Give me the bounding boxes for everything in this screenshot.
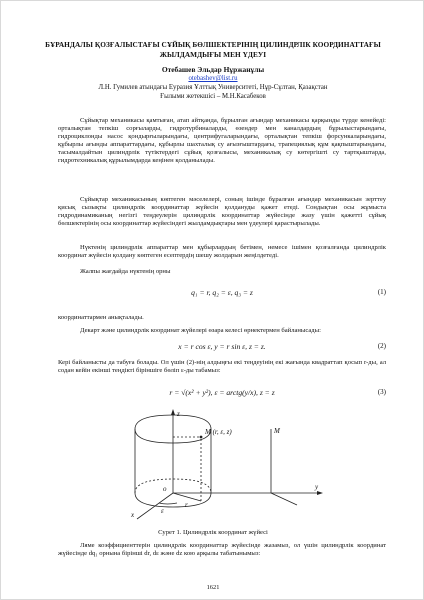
affiliation: Л.Н. Гумилев атындағы Еуразия Ұлттық Университеті, Нұр-Сұлтан, Қазақстан bbox=[98, 84, 328, 91]
equation-2-expr: x = r cos ε, y = r sin ε, z = z. bbox=[178, 342, 266, 351]
y-arrow-icon bbox=[317, 491, 323, 495]
paragraph-relation: Декарт және цилиндрлік координат жүйелері өзара келесі өрнектермен байланысады: bbox=[80, 327, 321, 334]
label-z: z bbox=[177, 410, 180, 418]
label-o: o bbox=[163, 485, 167, 493]
cylinder-bottom-front bbox=[135, 493, 211, 507]
z-arrow-icon bbox=[171, 409, 175, 415]
right-axis-diagonal bbox=[271, 493, 297, 505]
paragraph-method: Сұйықтар механикасының көптеген мәселелері, соның ішінде бұралған ағындар механикасын зерттеу қисық сызықты цилиндрлік координаттар жүйесін қолдануды қажет етеді. Сондықтан осы жұмыста гидродинамиканың негізгі теңдеулерін цилиндрлік координаттар жүйесінде жазу үшін қажетті сұйық бөлшектерінің осы координаттар жүйесіндегі жылдамдықтары мен үдеулері қарастырылады. bbox=[58, 196, 386, 228]
figure-caption: Сурет 1. Цилиндрлік координат жүйесі bbox=[158, 529, 268, 536]
equation-1-number: (1) bbox=[377, 288, 386, 296]
label-r: r bbox=[185, 501, 188, 509]
equation-1 bbox=[58, 288, 386, 300]
point-m-icon bbox=[200, 436, 203, 439]
paper-title: БҰРАНДАЛЫ ҚОЗҒАЛЫСТАҒЫ СҰЙЫҚ БӨЛШЕКТЕРІНІҢ ЦИЛИНДРЛІК КООРДИНАТТАҒЫ ЖЫЛДАМДЫҒЫ МЕН ҮДЕУІ bbox=[45, 40, 381, 59]
label-x: x bbox=[131, 511, 135, 519]
paragraph-cylinder: Нүктенің цилиндрлік аппараттар мен құбырлардың бетімен, немесе ішімен қозғалғанда цилиндрлік координат жүйесін қолдану көптеген есептердің шешу жолдарын жеңілдетеді. bbox=[58, 244, 386, 260]
equation-3-expr: r = √(x² + y²), ε = arctg(y/x), z = z bbox=[169, 388, 275, 397]
page-number: 1621 bbox=[206, 584, 220, 591]
equation-3-number: (3) bbox=[377, 388, 386, 396]
label-y: y bbox=[315, 483, 319, 491]
equation-1-expr: q₁ = r, q₂ = ε, q₃ = z bbox=[191, 288, 253, 297]
label-epsilon: ε bbox=[161, 507, 164, 515]
x-axis bbox=[137, 493, 173, 519]
author-email-link[interactable]: otebashev@list.ru bbox=[188, 75, 238, 82]
equation-2-number: (2) bbox=[377, 342, 386, 350]
label-m-axis: M bbox=[274, 427, 280, 435]
author-name: Отебашев Эльдар Нұржанұлы bbox=[161, 65, 265, 74]
paragraph-lame: Ляме коэффициенттерін цилиндрлік координаттар жүйесінде жазамыз, ол үшін цилиндрлік координат жүйесінде dq₁ орнына бірінші dr, dε және dz кою арқылы табатынымыз: bbox=[58, 542, 386, 558]
paragraph-intro: Сұйықтар механикасы қамтыған, атап айтқанда, бұрылған ағындар механикасы қарқынды түрде кенейеді: орталықтан тепкіш сорғыларды, гидротурбиналарды, өзендер мен каналдардың бұрылыстарындағы, гидроциклонды насос қондырғыларындағы, центрифугаларындағы, орталықтан тепкіш форсункаларындағы, құбырлы ағынды аппараттардағы, құбырлы шахталық су ағызғыштардағы, трапециялық құм қақпыштарындағы, тасымалдайтын цилиндрлік түтіктердегі сұйық қозғалысы, механикалық су көтергішті су тартқыштарда, гидротехникалық құрылымдарда кеңінен қолданылады. bbox=[58, 117, 386, 165]
equation-3 bbox=[58, 388, 386, 400]
angle-arc bbox=[159, 503, 177, 504]
equation-2 bbox=[58, 342, 386, 354]
cylindrical-coordinates-figure bbox=[101, 409, 336, 521]
paragraph-position: Жалпы жағдайда нүктенің орны bbox=[80, 268, 171, 275]
paragraph-inverse: Кері байланысты да табуға болады. Ол үшін (2)-нің алдыңғы екі теңдеуінің екі жағында квадраттап қосып r-ды, ал содан кейін екінші теңдікті біріншіге бөліп ε-ды табамыз: bbox=[58, 359, 386, 375]
label-m: M (r, ε, z) bbox=[205, 428, 232, 436]
paragraph-coords: координаттармен анықталады. bbox=[58, 314, 144, 321]
supervisor: Ғылыми жетекшісі – М.Н.Касабеков bbox=[160, 93, 266, 100]
radius-line bbox=[173, 493, 201, 501]
